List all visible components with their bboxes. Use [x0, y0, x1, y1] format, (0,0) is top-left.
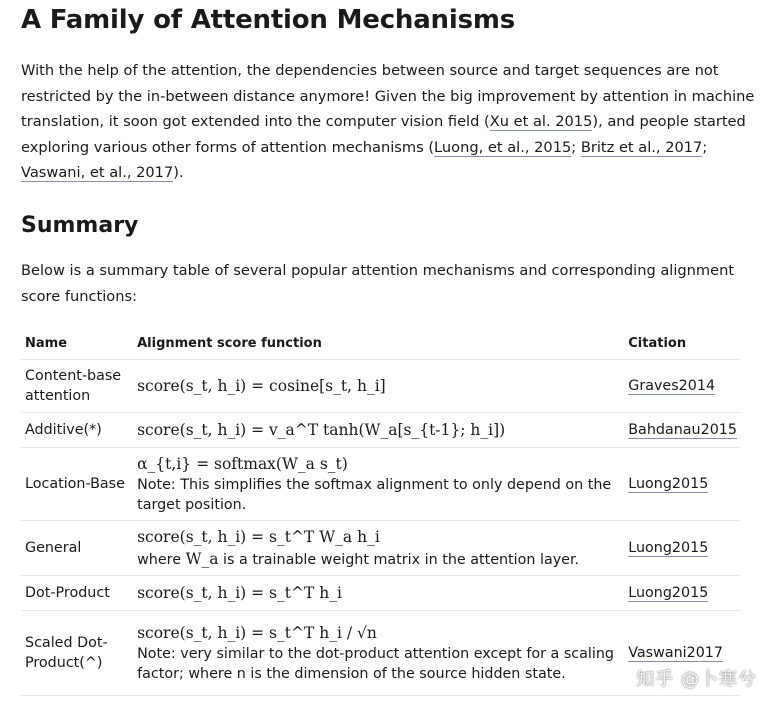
table-row — [21, 520, 741, 575]
citation-link[interactable]: Luong2015 — [628, 475, 709, 492]
watermark: 知乎 @卜寒兮 — [636, 669, 757, 690]
note-prefix: where — [137, 551, 182, 568]
row-note: Note: very similar to the dot-product attention except for a scaling factor; where n is the dimension of the source hidden state. — [137, 645, 614, 682]
citation-link[interactable]: Vaswani2017 — [628, 644, 724, 661]
header-citation: Citation — [624, 330, 741, 360]
row-func — [133, 610, 624, 695]
row-citation — [624, 520, 741, 575]
row-name: Scaled Dot-Product(^) — [21, 610, 133, 695]
intro-text-end: ). — [173, 164, 184, 182]
row-name: Location-Base — [21, 447, 133, 520]
link-vaswani-2017[interactable]: Vaswani, et al., 2017 — [21, 164, 174, 182]
row-name: General — [21, 520, 133, 575]
row-citation — [624, 412, 741, 447]
table-row — [21, 447, 741, 520]
citation-link[interactable]: Bahdanau2015 — [628, 421, 737, 438]
intro-paragraph — [21, 58, 756, 186]
summary-text: Below is a summary table of several popular attention mechanisms and corresponding alignment score functions: — [21, 261, 735, 305]
citation-link[interactable]: Graves2014 — [628, 377, 716, 394]
row-note: Note: This simplifies the softmax alignment to only depend on the target position. — [137, 476, 612, 513]
row-name: Additive(*) — [21, 412, 133, 447]
formula: score(s_t, h_i) = s_t^T W_a h_i — [137, 527, 380, 546]
row-name: Dot-Product — [21, 575, 133, 610]
intro-text-2: ), and people started exploring various other forms of attention mechanisms ( — [21, 113, 746, 156]
table-row — [21, 610, 741, 695]
row-citation — [624, 575, 741, 610]
link-luong-2015[interactable]: Luong, et al., 2015 — [434, 138, 572, 156]
attention-table — [21, 330, 741, 696]
note-math: W_a — [185, 549, 219, 568]
row-citation — [624, 359, 741, 412]
formula: α_{t,i} = softmax(W_a s_t) — [137, 454, 348, 473]
table-row — [21, 575, 741, 610]
link-xu-2015[interactable]: Xu et al. 2015 — [489, 113, 593, 131]
header-func: Alignment score function — [133, 330, 624, 360]
intro-sep-2: ; — [702, 138, 708, 156]
row-func — [133, 359, 624, 412]
table-row — [21, 359, 741, 412]
row-func — [133, 520, 624, 575]
row-func — [133, 412, 624, 447]
row-func — [133, 575, 624, 610]
row-note — [137, 548, 620, 570]
formula: score(s_t, h_i) = s_t^T h_i — [137, 583, 342, 602]
link-britz-2017[interactable]: Britz et al., 2017 — [580, 138, 703, 156]
header-name: Name — [21, 330, 133, 360]
formula: score(s_t, h_i) = cosine[s_t, h_i] — [137, 376, 386, 395]
intro-text-1: With the help of the attention, the dependencies between source and target sequences are not restricted by the in-between distance anymore! Given the big improvement by attention in machine translation, it soon got extended into the computer vision field ( — [21, 62, 755, 131]
citation-link[interactable]: Luong2015 — [628, 584, 709, 601]
formula: score(s_t, h_i) = v_a^T tanh(W_a[s_{t-1}; h_i]) — [137, 420, 506, 439]
page-title: A Family of Attention Mechanisms — [21, 5, 516, 35]
row-func — [133, 447, 624, 520]
summary-heading: Summary — [21, 212, 139, 238]
row-name: Content-base attention — [21, 359, 133, 412]
citation-link[interactable]: Luong2015 — [628, 539, 709, 556]
table-row — [21, 412, 741, 447]
row-citation — [624, 447, 741, 520]
table-header-row — [21, 330, 741, 360]
note-suffix: is a trainable weight matrix in the attention layer. — [223, 551, 580, 568]
formula: score(s_t, h_i) = s_t^T h_i / √n — [137, 623, 377, 642]
intro-sep-1: ; — [571, 138, 581, 156]
